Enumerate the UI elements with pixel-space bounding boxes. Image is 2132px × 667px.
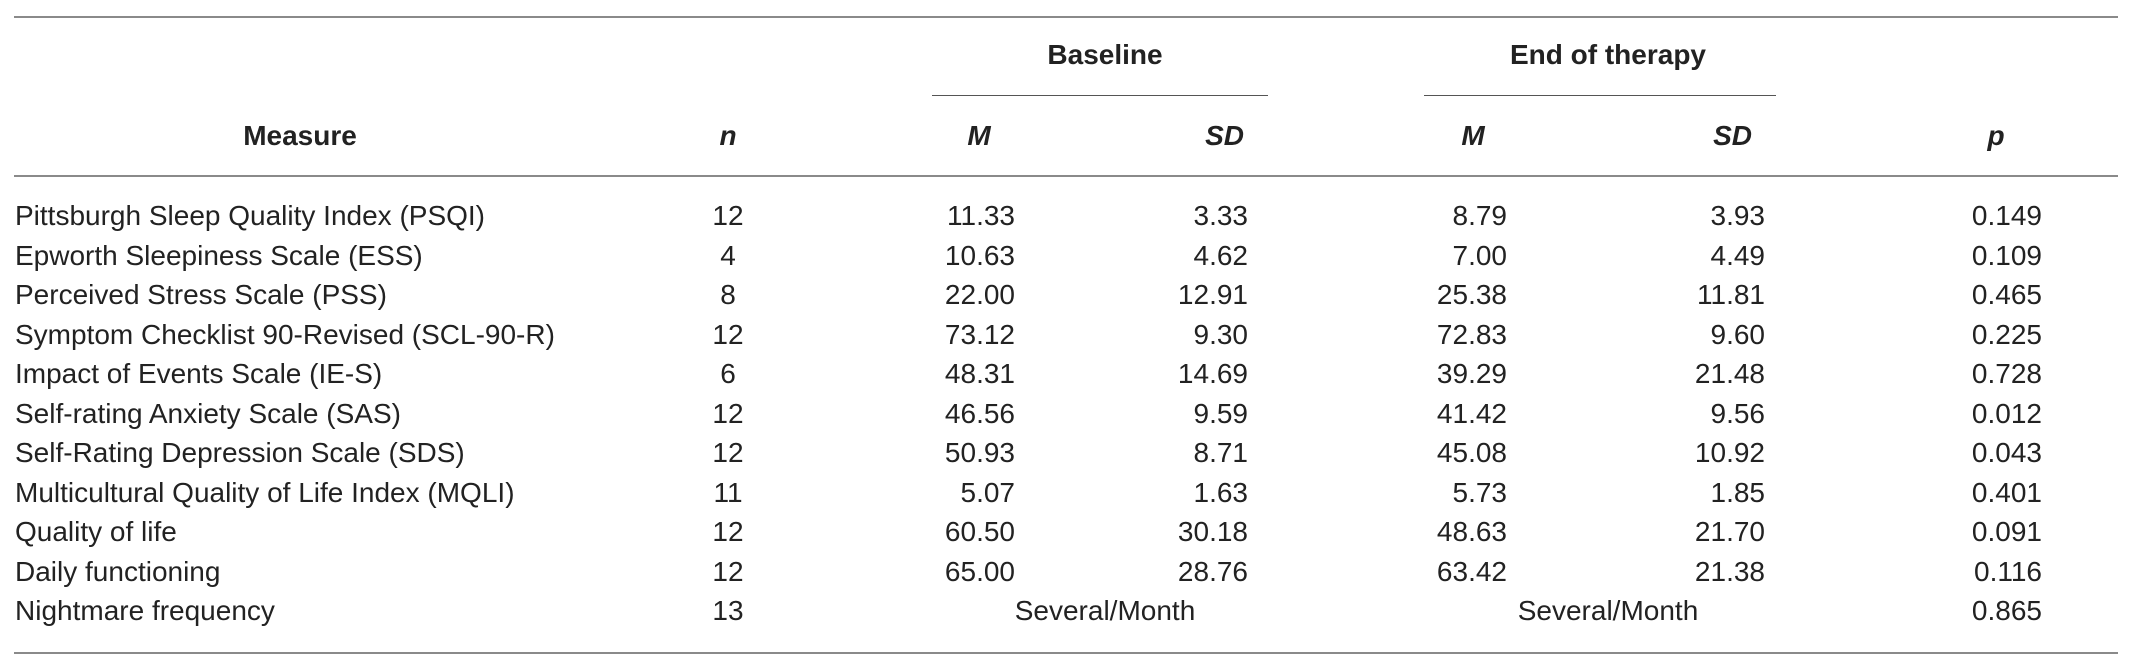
end-sd-cell: 21.48: [1694, 358, 1765, 389]
end-m-cell: 7.00: [1452, 239, 1507, 271]
baseline-m-cell: 73.12: [944, 318, 1015, 350]
p-cell: 0.043: [1971, 437, 2042, 468]
header-baseline: Baseline: [1047, 39, 1163, 70]
p-cell: 0.012: [1971, 397, 2042, 429]
measure-cell: Symptom Checklist 90-Revised (SCL-90-R): [15, 318, 555, 350]
end-sd-cell: 1.85: [1710, 476, 1765, 508]
baseline-m-cell: 46.56: [944, 397, 1015, 429]
end-m-cell: 41.42: [1436, 397, 1507, 429]
p-cell: 0.225: [1971, 318, 2042, 350]
measure-cell: Multicultural Quality of Life Index (MQLI): [15, 476, 515, 508]
p-cell: 0.728: [1971, 358, 2042, 389]
measure-cell: Nightmare frequency: [15, 595, 275, 626]
n-cell: 12: [712, 397, 744, 429]
end-sd-cell: 3.93: [1710, 200, 1765, 231]
baseline-sd-cell: 8.71: [1193, 437, 1248, 468]
header-p: p: [1987, 120, 2005, 151]
end-sd-cell: 11.81: [1697, 279, 1765, 310]
measure-cell: Perceived Stress Scale (PSS): [15, 279, 387, 310]
n-cell: 12: [712, 318, 744, 350]
end-m-cell: 25.38: [1436, 279, 1507, 310]
end-sd-cell: 21.38: [1694, 555, 1765, 587]
measure-cell: Impact of Events Scale (IE-S): [15, 358, 383, 389]
baseline-sd-cell: 12.91: [1177, 279, 1248, 310]
baseline-sd-cell: 1.63: [1193, 476, 1248, 508]
end-sd-cell: 10.92: [1694, 437, 1765, 468]
end-sd-cell: 9.60: [1710, 318, 1765, 350]
header-baseline-sd: SD: [1205, 120, 1244, 151]
baseline-group-rule: [932, 95, 1268, 96]
table-top-rule: [14, 16, 2118, 18]
end-m-cell: 72.83: [1436, 318, 1507, 350]
baseline-sd-cell: 4.62: [1193, 239, 1248, 271]
end-m-cell: 63.42: [1436, 555, 1507, 587]
measure-cell: Self-rating Anxiety Scale (SAS): [15, 397, 401, 429]
end-m-cell: 48.63: [1436, 516, 1507, 547]
header-measure: Measure: [243, 120, 357, 151]
end-sd-cell: 9.56: [1710, 397, 1765, 429]
n-cell: 11: [713, 476, 743, 508]
end-m-cell: 5.73: [1452, 476, 1507, 508]
baseline-m-cell: 11.33: [947, 200, 1015, 231]
measure-cell: Self-Rating Depression Scale (SDS): [15, 437, 465, 468]
end-m-cell: 39.29: [1436, 358, 1507, 389]
p-cell: 0.149: [1971, 200, 2042, 231]
header-end-m: M: [1461, 120, 1485, 151]
baseline-sd-cell: 28.76: [1177, 555, 1248, 587]
baseline-sd-cell: 30.18: [1177, 516, 1248, 547]
measure-cell: Quality of life: [15, 516, 177, 547]
baseline-m-cell: 65.00: [944, 555, 1015, 587]
n-cell: 4: [720, 239, 736, 271]
n-cell: 12: [712, 555, 744, 587]
baseline-sd-cell: 14.69: [1177, 358, 1248, 389]
n-cell: 12: [712, 516, 744, 547]
p-cell: 0.116: [1974, 555, 2042, 587]
n-cell: 13: [712, 595, 744, 626]
measure-cell: Pittsburgh Sleep Quality Index (PSQI): [15, 200, 485, 231]
n-cell: 6: [720, 358, 736, 389]
baseline-m-cell: 48.31: [944, 358, 1015, 389]
n-cell: 12: [712, 200, 744, 231]
end-group-rule: [1424, 95, 1776, 96]
p-cell: 0.465: [1971, 279, 2042, 310]
p-cell: 0.401: [1971, 476, 2042, 508]
table-bottom-rule: [14, 652, 2118, 654]
table-header-rule: [14, 175, 2118, 177]
n-cell: 12: [712, 437, 744, 468]
baseline-m-cell: 50.93: [944, 437, 1015, 468]
end-merged-cell: Several/Month: [1517, 595, 1699, 626]
p-cell: 0.109: [1971, 239, 2042, 271]
baseline-m-cell: 60.50: [944, 516, 1015, 547]
p-cell: 0.865: [1971, 595, 2042, 626]
measure-cell: Daily functioning: [15, 555, 221, 587]
header-baseline-m: M: [967, 120, 991, 151]
baseline-sd-cell: 3.33: [1193, 200, 1248, 231]
end-sd-cell: 21.70: [1694, 516, 1765, 547]
p-cell: 0.091: [1971, 516, 2042, 547]
baseline-sd-cell: 9.59: [1193, 397, 1248, 429]
baseline-m-cell: 10.63: [944, 239, 1015, 271]
end-m-cell: 8.79: [1452, 200, 1507, 231]
baseline-m-cell: 22.00: [944, 279, 1015, 310]
end-sd-cell: 4.49: [1710, 239, 1765, 271]
header-end-of-therapy: End of therapy: [1509, 39, 1707, 70]
measure-cell: Epworth Sleepiness Scale (ESS): [15, 239, 423, 271]
baseline-sd-cell: 9.30: [1193, 318, 1248, 350]
baseline-m-cell: 5.07: [960, 476, 1015, 508]
header-n: n: [719, 120, 737, 151]
header-end-sd: SD: [1713, 120, 1752, 151]
n-cell: 8: [720, 279, 736, 310]
baseline-merged-cell: Several/Month: [1014, 595, 1196, 626]
end-m-cell: 45.08: [1436, 437, 1507, 468]
